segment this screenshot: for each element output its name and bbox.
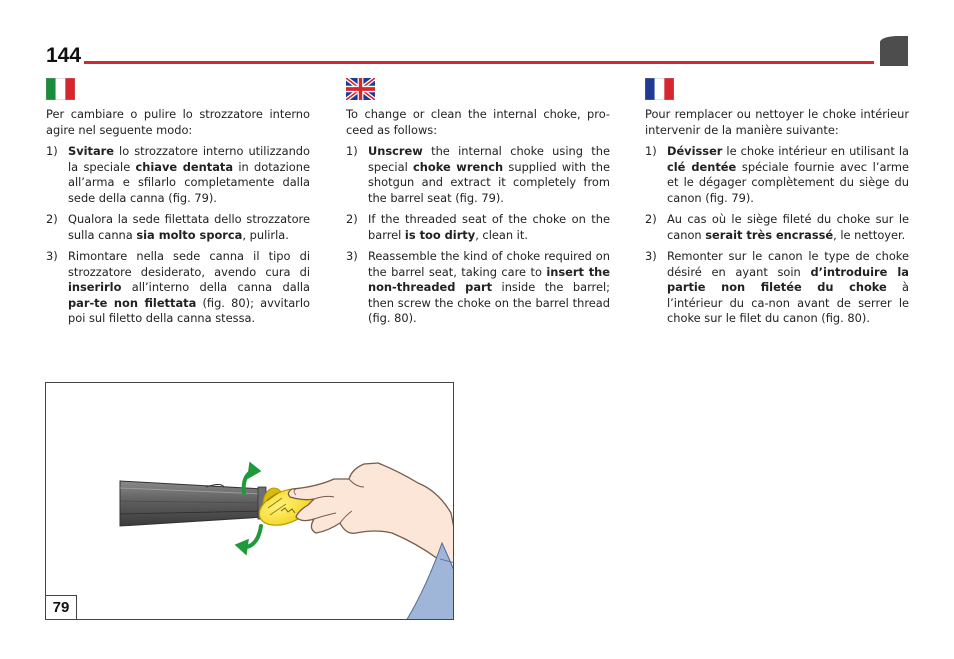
intro-text: Per cambiare o pulire lo strozzatore interno agire nel seguente modo: [46,107,310,137]
step-text [368,249,610,327]
text-run: , clean it. [475,227,528,242]
bold-phrase: chiave dentata [135,159,234,174]
step-text [667,144,909,206]
figure-number: 79 [46,595,77,619]
text-run: Remonter sur le canon le type de choke désiré en ayant soin [667,249,909,279]
step-text [368,144,610,206]
text-run: lo strozzatore interno utilizzando la speciale [68,144,310,174]
step-number: 1) [346,144,358,158]
text-run: Reassemble the kind of choke required on the barrel seat, taking care to [368,249,610,279]
step-text [68,212,310,243]
step-item [346,144,610,206]
step-number: 2) [346,212,358,226]
text-run: à l’intérieur du ca-non avant de serrer le choke sur le filet du canon (fig. 80). [667,280,909,325]
steps-list [46,144,310,327]
figure-79 [45,382,454,620]
text-run: If the threaded seat of the choke on the barrel [368,212,610,242]
bold-phrase: Svitare [68,144,115,158]
page-number: 144 [46,44,82,67]
hand-illustration [288,463,454,620]
bold-phrase: d’introduire la partie non filetée du choke [667,264,909,294]
step-number: 3) [645,249,657,263]
intro-text: To change or clean the internal choke, pro-ceed as follows: [346,107,610,137]
step-number: 3) [46,249,58,263]
step-item [645,144,909,206]
step-number: 2) [645,212,657,226]
step-text [667,249,909,327]
step-item [645,249,909,327]
text-run: inside the barrel; then screw the choke on the barrel thread (fig. 80). [368,280,610,325]
bold-phrase: par-te non filettata [68,295,197,310]
step-item [346,212,610,243]
text-run: spéciale fournie avec l’arme et le dégager complètement du siège du canon (fig. 79). [667,159,910,205]
bold-phrase: insert the non-threaded part [368,264,610,294]
uk-flag-icon [346,78,375,100]
step-text [68,249,310,327]
text-run: Au cas où le siège fileté du choke sur le canon [667,212,909,242]
header-rule [84,61,874,64]
bold-phrase: clé dentée [667,159,737,174]
step-number: 1) [46,144,58,158]
step-item [46,212,310,243]
figure-illustration [46,383,454,620]
column-english [346,107,610,333]
step-number: 3) [346,249,358,263]
text-run: , le nettoyer. [833,227,906,242]
step-item [46,144,310,206]
column-french [645,107,909,333]
step-text [368,212,610,243]
bold-phrase: Dévisser [667,144,723,158]
step-text [68,144,310,206]
bold-phrase: is too dirty [404,227,476,242]
text-run: all’interno della canna dalla [121,280,310,294]
text-run: Rimontare nella sede canna il tipo di strozzatore desiderato, avendo cura di [68,249,310,279]
text-run: , pulirla. [242,227,289,242]
step-number: 2) [46,212,58,226]
text-run: the internal choke using the special [368,144,610,174]
step-item [346,249,610,327]
text-run: Qualora la sede filettata dello strozzatore sulla canna [68,212,310,242]
bold-phrase: choke wrench [413,159,504,174]
step-number: 1) [645,144,657,158]
steps-list [645,144,909,327]
text-run: supplied with the shotgun and extract it completely from the barrel seat (fig. 79). [368,159,611,205]
step-text [667,212,909,243]
italy-flag-icon [46,78,75,100]
text-run: (fig. 80); avvitarlo poi sul filetto della canna stessa. [68,295,310,325]
bold-phrase: Unscrew [368,144,423,158]
bold-phrase: serait très encrassé [705,227,834,242]
corner-tab [880,36,908,66]
intro-text: Pour remplacer ou nettoyer le choke intérieur intervenir de la manière suivante: [645,107,909,137]
text-run: le choke intérieur en utilisant la [722,144,909,158]
step-item [645,212,909,243]
france-flag-icon [645,78,674,100]
bold-phrase: inserirlo [68,280,122,294]
column-italian [46,107,310,333]
step-item [46,249,310,327]
steps-list [346,144,610,327]
text-run: in dotazione all’arma e sfilarlo completamente dalla sede della canna (fig. 79). [68,159,311,205]
bold-phrase: sia molto sporca [136,227,243,242]
